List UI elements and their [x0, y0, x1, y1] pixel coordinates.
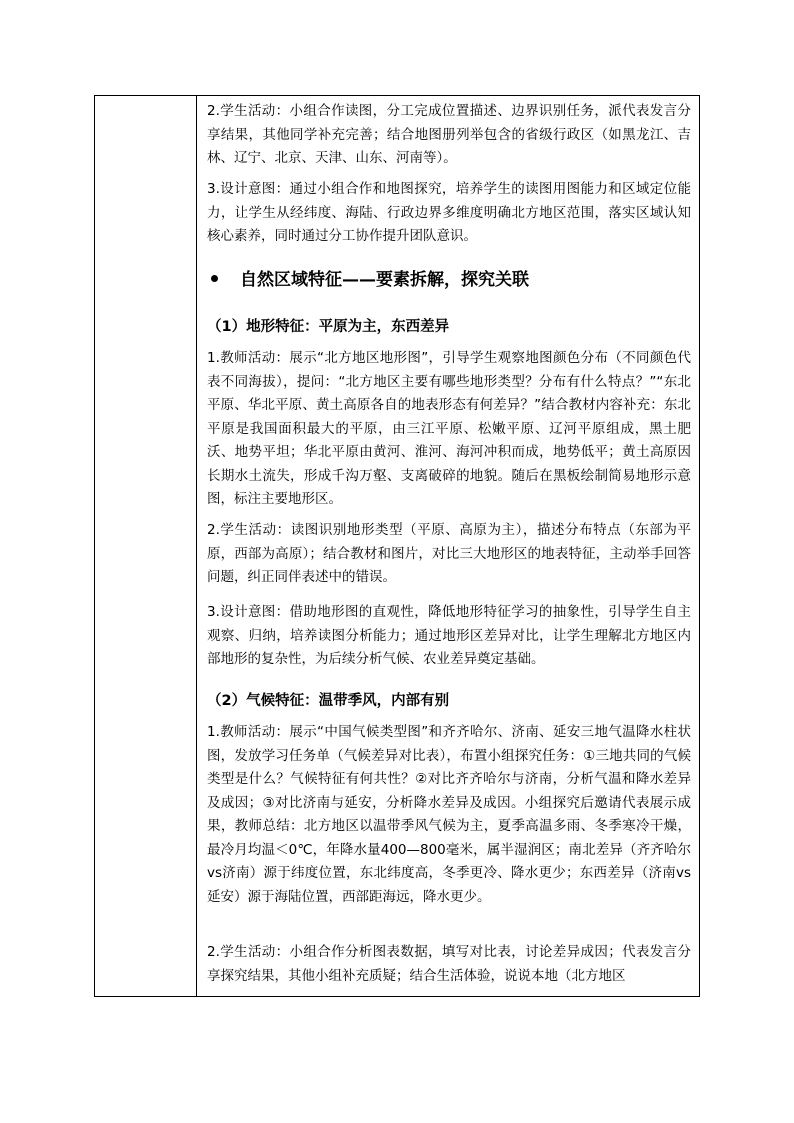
- paragraph-text: 1.教师活动：展示“中国气候类型图”和齐齐哈尔、济南、延安三地气温降水柱状图，发放学习任务单（气候差异对比表），布置小组探究任务：①三地共同的气候类型是什么？气候特征有何共性？②对比齐齐哈尔与济南，分析气温和降水差异及成因；③对比济南与延安，分析降水差异及成因。小组探究后邀请代表展示成果，教师总结：北方地区以温带季风气候为主，夏季高温多雨、冬季寒冷干燥，最冷月均温＜0℃，年降水量400—800毫米，属半湿润区；南北差异（齐齐哈尔vs济南）源于纬度位置，东北纬度高，冬季更冷、降水更少；东西差异（济南vs延安）源于海陆位置，西部距海远，降水更少。: [207, 724, 691, 905]
- paragraph-text: 2.学生活动：小组合作读图，分工完成位置描述、边界识别任务，派代表发言分享结果，其他同学补充完善；结合地图册列举包含的省级行政区（如黑龙江、吉林、辽宁、北京、天津、山东、河南等）。: [207, 103, 691, 166]
- design-intent-paragraph: [207, 178, 691, 249]
- table-left-column: [95, 96, 197, 996]
- teacher-activity-paragraph: [207, 347, 691, 512]
- student-activity-paragraph: [207, 941, 691, 988]
- student-activity-paragraph: [207, 519, 691, 590]
- section-heading: [207, 268, 691, 292]
- subheading-text: （1）地形特征：平原为主，东西差异: [207, 319, 450, 335]
- teacher-activity-paragraph: [207, 721, 691, 909]
- paragraph-text: 3.设计意图：借助地形图的直观性，降低地形特征学习的抽象性，引导学生自主观察、归纳，培养读图分析能力；通过地形区差异对比，让学生理解北方地区内部地形的复杂性，为后续分析气候、农业差异奠定基础。: [207, 604, 691, 667]
- bullet-icon: [211, 275, 218, 282]
- design-intent-paragraph: [207, 601, 691, 672]
- section-heading-text: 自然区域特征——要素拆解，探究关联: [240, 270, 529, 290]
- subheading-terrain: [207, 316, 691, 338]
- paragraph-text: 2.学生活动：读图识别地形类型（平原、高原为主），描述分布特点（东部为平原，西部为高原）；结合教材和图片，对比三大地形区的地表特征，主动举手回答问题，纠正同伴表述中的错误。: [207, 522, 691, 585]
- lesson-table: [94, 95, 700, 997]
- paragraph-text: 2.学生活动：小组合作分析图表数据，填写对比表，讨论差异成因；代表发言分享探究结果，其他小组补充质疑；结合生活体验，说说本地（北方地区: [207, 944, 691, 984]
- student-activity-paragraph: [207, 100, 691, 171]
- paragraph-text: 1.教师活动：展示“北方地区地形图”，引导学生观察地图颜色分布（不同颜色代表不同海拔），提问：“北方地区主要有哪些地形类型？分布有什么特点？”“东北平原、华北平原、黄土高原各自的地表形态有何差异？”结合教材内容补充：东北平原是我国面积最大的平原，由三江平原、松嫩平原、辽河平原组成，黑土肥沃、地势平坦；华北平原由黄河、淮河、海河冲积而成，地势低平；黄土高原因长期水土流失，形成千沟万壑、支离破碎的地貌。随后在黑板绘制简易地形示意图，标注主要地形区。: [207, 350, 691, 507]
- paragraph-text: 3.设计意图：通过小组合作和地图探究，培养学生的读图用图能力和区域定位能力，让学生从经纬度、海陆、行政边界多维度明确北方地区范围，落实区域认知核心素养，同时通过分工协作提升团队意识。: [207, 181, 691, 244]
- subheading-text: （2）气候特征：温带季风，内部有别: [207, 693, 450, 709]
- subheading-climate: [207, 690, 691, 712]
